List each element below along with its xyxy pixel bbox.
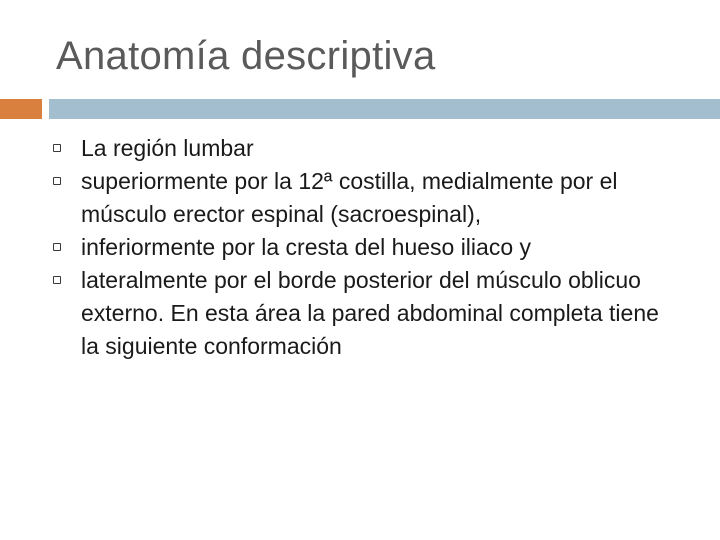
bullet-text: superiormente por la 12ª costilla, medialmente por el músculo erector espinal (sacroespinal), (81, 168, 618, 227)
bullet-text: La región lumbar (81, 135, 254, 161)
title-underline-bar (49, 99, 720, 119)
bullet-item (0, 264, 720, 363)
bullet-item (0, 132, 720, 165)
hollow-square-bullet-icon (53, 177, 61, 185)
hollow-square-bullet-icon (53, 276, 61, 284)
bullet-list (0, 132, 720, 363)
hollow-square-bullet-icon (53, 243, 61, 251)
bullet-text: lateralmente por el borde posterior del músculo oblicuo externo. En esta área la pared abdominal completa tiene la siguiente conformación (81, 267, 659, 359)
slide-title: Anatomía descriptiva (56, 34, 436, 78)
title-underline-accent (0, 99, 42, 119)
bullet-item (0, 165, 720, 231)
bullet-item (0, 231, 720, 264)
bullet-text: inferiormente por la cresta del hueso iliaco y (81, 234, 532, 260)
hollow-square-bullet-icon (53, 144, 61, 152)
